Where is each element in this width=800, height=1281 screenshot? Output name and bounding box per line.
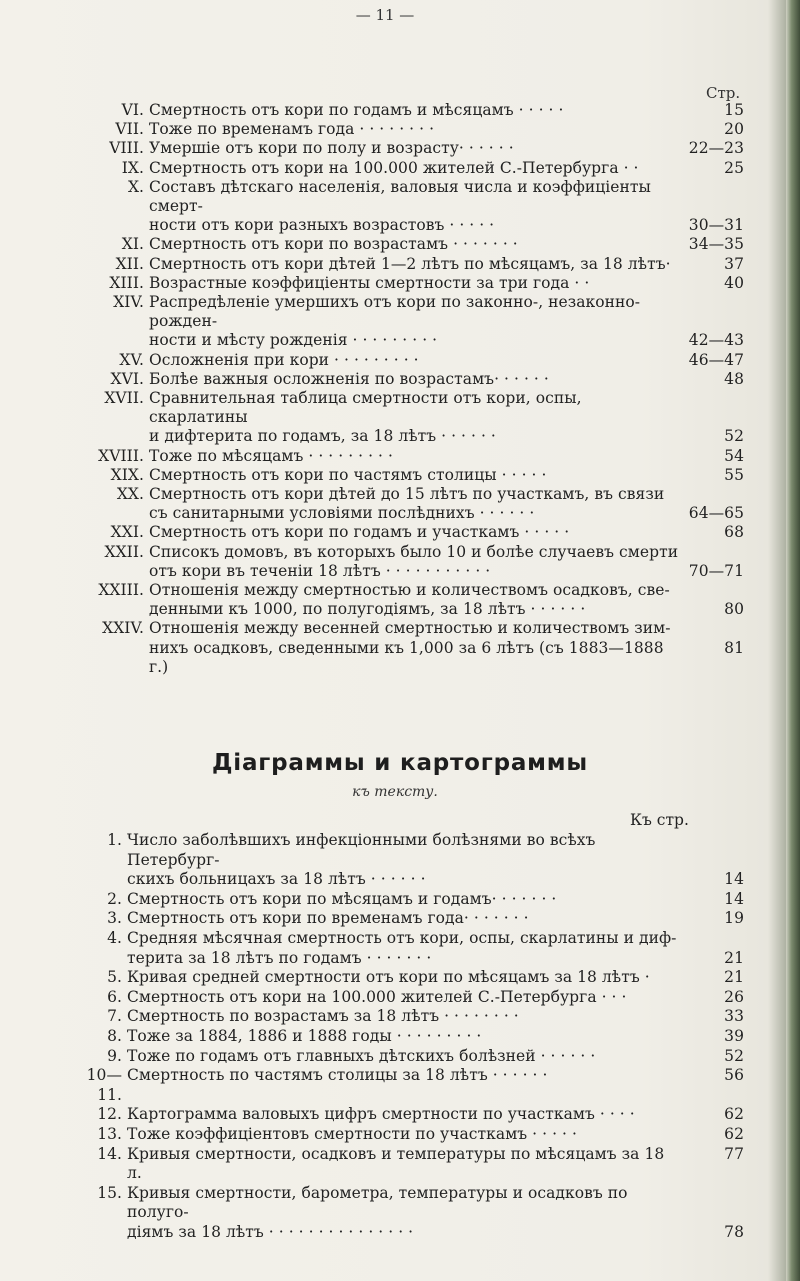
diagram-entry [86, 909, 744, 929]
entry-number: XVIII. [98, 446, 144, 465]
entry-text: Кривая средней смертности отъ кори по мѣсяцамъ за 18 лѣтъ · [127, 968, 650, 987]
entry-page: 21 [724, 968, 744, 987]
entry-page: 30—31 [688, 216, 744, 235]
entry-page: 19 [724, 909, 744, 928]
entry-page: 33 [724, 1007, 744, 1026]
entry-page: 15 [724, 101, 744, 119]
entry-page: 70—71 [688, 561, 744, 580]
toc-entry [86, 351, 744, 370]
entry-text: Смертность по частямъ столицы за 18 лѣтъ · · · · · · [127, 1066, 548, 1085]
entry-text: Картограмма валовыхъ цифръ смертности по участкамъ · · · · [127, 1105, 635, 1124]
toc-entry [86, 139, 744, 158]
entry-number: 8. [107, 1026, 122, 1045]
diagram-entry [86, 929, 744, 949]
diagram-entry [86, 890, 744, 910]
entry-text: Осложненія при кори · · · · · · · · · [149, 350, 419, 369]
entry-page: 81 [724, 638, 744, 657]
entry-text: Тоже по мѣсяцамъ · · · · · · · · · [149, 446, 393, 465]
diagram-entry [86, 1027, 744, 1047]
entry-text: Отношенія между смертностью и количествомъ осадковъ, све- [149, 581, 670, 600]
entry-page [684, 485, 744, 504]
entry-number: X. [127, 177, 144, 196]
toc-entry [86, 370, 744, 389]
entry-page [684, 543, 744, 562]
entry-text: Составъ дѣтскаго населенія, валовыя числа и коэффиціенты смерт- [149, 177, 651, 216]
entry-text: Смертность отъ кори по возрастамъ · · · · · · · [149, 235, 518, 254]
entry-page: 55 [724, 465, 744, 484]
entry-text: отъ кори въ теченіи 18 лѣтъ · · · · · · · · · · · [149, 561, 491, 580]
entry-number: 15. [97, 1183, 122, 1202]
entry-number: VII. [115, 120, 144, 139]
entry-page [684, 581, 744, 600]
entry-text: терита за 18 лѣтъ по годамъ · · · · · · · [127, 948, 432, 967]
entry-text: Смертность по возрастамъ за 18 лѣтъ · · · · · · · · [127, 1007, 519, 1026]
entry-page: 62 [724, 1105, 744, 1124]
entry-number: 10—11. [86, 1066, 122, 1104]
entry-text: Смертность отъ кори дѣтей до 15 лѣтъ по участкамъ, въ связи [149, 485, 665, 504]
entry-page: 42—43 [688, 331, 744, 350]
toc-entry [86, 447, 744, 466]
toc-entry [86, 523, 744, 542]
entry-number: 1. [107, 831, 122, 849]
entry-number: XI. [121, 235, 144, 254]
diagrams-page-column-header: Къ стр. [630, 811, 689, 829]
entry-number: XV. [119, 350, 144, 369]
entry-text: ности отъ кори разныхъ возрастовъ · · · · · [149, 216, 495, 235]
page-edge [786, 0, 800, 1281]
toc-entry [86, 427, 744, 446]
entry-text: съ санитарными условіями послѣднихъ · · · · · · [149, 504, 535, 523]
entry-text: Тоже коэффиціентовъ смертности по участкамъ · · · · · [127, 1124, 577, 1143]
entry-page: 26 [724, 987, 744, 1006]
entry-number: XXII. [104, 542, 144, 561]
entry-text: Смертность отъ кори на 100.000 жителей С.-Петербурга · · [149, 158, 639, 177]
entry-page: 21 [724, 948, 744, 967]
entry-number: XIII. [109, 273, 144, 292]
diagrams-list [86, 831, 744, 1242]
toc-entry [86, 581, 744, 600]
entry-text: Тоже по годамъ отъ главныхъ дѣтскихъ болѣзней · · · · · · [127, 1046, 596, 1065]
entry-text: Возрастные коэффиціенты смертности за три года · · [149, 273, 590, 292]
entry-text: Смертность отъ кори по годамъ и мѣсяцамъ · · · · · [149, 101, 564, 119]
entry-text: Смертность отъ кори на 100.000 жителей С.-Петербурга · · · [127, 987, 627, 1006]
entry-text: ности и мѣсту рожденія · · · · · · · · · [149, 331, 438, 350]
entry-text: Смертность отъ кори дѣтей 1—2 лѣтъ по мѣсяцамъ, за 18 лѣтъ· [149, 254, 671, 273]
entry-text: нихъ осадковъ, сведенными къ 1,000 за 6 лѣтъ (съ 1883—1888 г.) [149, 638, 664, 676]
toc-entry [86, 389, 744, 427]
entry-page: 68 [724, 523, 744, 542]
entry-page: 62 [724, 1124, 744, 1143]
entry-text: Тоже по временамъ года · · · · · · · · [149, 120, 435, 139]
entry-number: XXI. [110, 523, 144, 542]
entry-page: 14 [724, 870, 744, 889]
entry-page: 56 [724, 1066, 744, 1085]
toc-entry [86, 466, 744, 485]
toc-entry [86, 101, 744, 120]
entry-text: денными къ 1000, по полугодіямъ, за 18 лѣтъ · · · · · · [149, 600, 586, 619]
toc-entry [86, 504, 744, 523]
entry-number: XXIV. [102, 619, 144, 638]
entry-number: 5. [107, 968, 122, 987]
toc-entry [86, 619, 744, 638]
entry-text: Тоже за 1884, 1886 и 1888 годы · · · · · · · · · [127, 1026, 482, 1045]
toc-entry [86, 639, 744, 677]
entry-number: XII. [115, 254, 144, 273]
entry-number: XIX. [110, 465, 144, 484]
toc-entry [86, 331, 744, 350]
entry-number: XIV. [113, 293, 144, 312]
entry-number: VI. [121, 101, 144, 119]
entry-text: и дифтерита по годамъ, за 18 лѣтъ · · · · · · [149, 427, 496, 446]
entry-text: Отношенія между весенней смертностью и количествомъ зим- [149, 619, 671, 638]
entry-page [684, 178, 744, 216]
entry-number: XX. [116, 485, 144, 504]
entry-page: 54 [724, 446, 744, 465]
entry-number: 7. [107, 1007, 122, 1026]
entry-page [684, 831, 744, 870]
diagram-entry [86, 831, 744, 870]
entry-page: 80 [724, 600, 744, 619]
entry-text: Смертность отъ кори по годамъ и участкамъ · · · · · [149, 523, 570, 542]
diagram-entry [86, 1184, 744, 1223]
entry-page: 20 [724, 120, 744, 139]
toc-entry [86, 485, 744, 504]
diagram-entry [86, 1066, 744, 1105]
entry-page [684, 389, 744, 427]
table-of-contents [86, 101, 744, 677]
entry-page: 64—65 [688, 504, 744, 523]
entry-number: VIII. [109, 139, 144, 158]
entry-number: 6. [107, 987, 122, 1006]
section-subtitle: къ тексту. [352, 784, 438, 800]
toc-entry [86, 543, 744, 562]
entry-page [684, 619, 744, 638]
section-title: Діаграммы и картограммы [212, 750, 588, 776]
toc-entry [86, 600, 744, 619]
toc-page-column-header: Стр. [706, 84, 741, 102]
entry-text: діямъ за 18 лѣтъ · · · · · · · · · · · · · · · [127, 1222, 414, 1241]
entry-number: 9. [107, 1046, 122, 1065]
entry-number: XVII. [104, 389, 144, 408]
toc-entry [86, 120, 744, 139]
entry-page [684, 293, 744, 331]
diagram-entry [86, 1223, 744, 1243]
entry-text: скихъ больницахъ за 18 лѣтъ · · · · · · [127, 870, 426, 889]
entry-text: Кривыя смертности, осадковъ и температуры по мѣсяцамъ за 18 л. [127, 1144, 665, 1183]
entry-page: 78 [724, 1222, 744, 1241]
entry-text: Сравнительная таблица смертности отъ кори, оспы, скарлатины [149, 389, 582, 427]
entry-number: 2. [107, 889, 122, 908]
entry-text: Смертность отъ кори по временамъ года· · · · · · · [127, 909, 529, 928]
diagram-entry [86, 1007, 744, 1027]
entry-number: 3. [107, 909, 122, 928]
toc-entry [86, 562, 744, 581]
entry-page: 46—47 [688, 350, 744, 369]
entry-number: 14. [97, 1144, 122, 1163]
entry-number: 12. [97, 1105, 122, 1124]
toc-entry [86, 255, 744, 274]
diagram-entry [86, 949, 744, 969]
diagram-entry [86, 1047, 744, 1067]
entry-text: Смертность отъ кори по частямъ столицы · · · · · [149, 465, 547, 484]
entry-page [684, 929, 744, 949]
entry-text: Списокъ домовъ, въ которыхъ было 10 и болѣе случаевъ смерти [149, 542, 679, 561]
entry-text: Средняя мѣсячная смертность отъ кори, оспы, скарлатины и диф- [127, 928, 677, 947]
toc-entry [86, 235, 744, 254]
entry-text: Число заболѣвшихъ инфекціонными болѣзнями во всѣхъ Петербург- [127, 831, 596, 869]
entry-page: 52 [724, 427, 744, 446]
diagram-entry [86, 988, 744, 1008]
entry-number: IX. [121, 158, 144, 177]
entry-page: 34—35 [688, 235, 744, 254]
entry-text: Смертность отъ кори по мѣсяцамъ и годамъ· · · · · · · [127, 889, 557, 908]
entry-text: Умершіе отъ кори по полу и возрасту· · · · · · [149, 139, 514, 158]
entry-page [684, 1184, 744, 1223]
diagram-entry [86, 1125, 744, 1145]
diagram-entry [86, 870, 744, 890]
toc-entry [86, 178, 744, 216]
entry-page: 77 [724, 1144, 744, 1163]
entry-page: 52 [724, 1046, 744, 1065]
entry-page: 40 [724, 273, 744, 292]
entry-page: 25 [724, 158, 744, 177]
entry-page: 48 [724, 369, 744, 388]
toc-entry [86, 159, 744, 178]
page-number: — 11 — [355, 6, 415, 24]
entry-page: 22—23 [688, 139, 744, 158]
entry-page: 14 [724, 889, 744, 908]
toc-entry [86, 293, 744, 331]
entry-text: Кривыя смертности, барометра, температуры и осадковъ по полуго- [127, 1183, 628, 1222]
entry-number: 13. [97, 1124, 122, 1143]
entry-page: 39 [724, 1026, 744, 1045]
entry-text: Распредѣленіе умершихъ отъ кори по законно-, незаконно-рожден- [149, 293, 641, 331]
entry-number: XVI. [110, 369, 144, 388]
diagram-entry [86, 1105, 744, 1125]
toc-entry [86, 216, 744, 235]
entry-number: 4. [107, 928, 122, 947]
diagram-entry [86, 1145, 744, 1184]
toc-entry [86, 274, 744, 293]
diagram-entry [86, 968, 744, 988]
entry-page: 37 [724, 254, 744, 273]
entry-text: Болѣе важныя осложненія по возрастамъ· · · · · · [149, 369, 549, 388]
entry-number: XXIII. [98, 581, 144, 600]
